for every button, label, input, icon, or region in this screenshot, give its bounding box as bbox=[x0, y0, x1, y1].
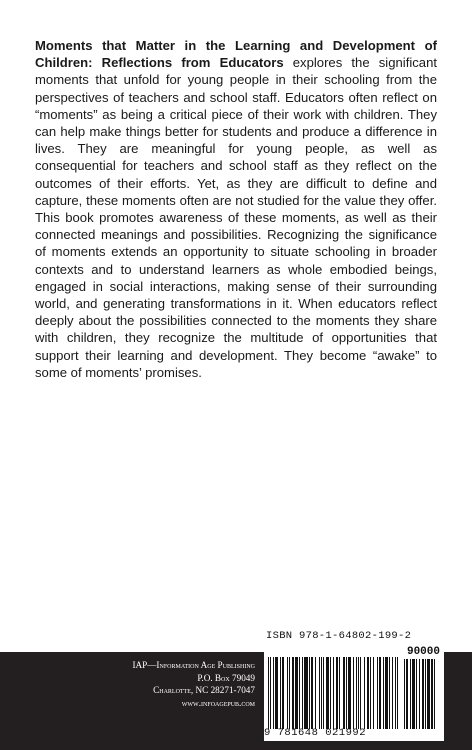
barcode-bar bbox=[304, 657, 308, 729]
barcode-bar bbox=[348, 657, 351, 729]
barcode-bar bbox=[364, 657, 365, 729]
barcode-bar bbox=[360, 657, 361, 729]
barcode-bar bbox=[311, 657, 313, 729]
barcode-bar bbox=[326, 657, 329, 729]
barcode-bar bbox=[422, 659, 424, 729]
barcode-bar bbox=[275, 657, 278, 729]
barcode-bar bbox=[330, 657, 331, 729]
barcode-bar bbox=[434, 659, 435, 729]
barcode-bar bbox=[270, 657, 271, 729]
barcode-bar bbox=[385, 657, 388, 729]
barcode-bar bbox=[353, 657, 354, 729]
barcode-bar bbox=[377, 657, 378, 729]
barcode-bar bbox=[273, 657, 274, 729]
publisher-website: www.infoagepub.com bbox=[181, 697, 255, 708]
barcode-bar bbox=[339, 657, 340, 729]
barcode-bar bbox=[356, 657, 357, 729]
barcode-bar bbox=[282, 657, 284, 729]
barcode-bar bbox=[280, 657, 281, 729]
barcode-bar bbox=[367, 657, 369, 729]
barcode-bar bbox=[323, 657, 324, 729]
publisher-city: Charlotte, NC 28271-7047 bbox=[153, 685, 255, 696]
barcode-bar bbox=[373, 657, 374, 729]
barcode-bar bbox=[292, 657, 294, 729]
barcode-bar bbox=[309, 657, 310, 729]
barcode-bar bbox=[268, 657, 269, 729]
barcode-bar bbox=[358, 657, 359, 729]
barcode-bar bbox=[287, 657, 288, 729]
barcode-bar bbox=[395, 657, 396, 729]
barcode-box bbox=[264, 629, 444, 741]
back-cover-blurb bbox=[35, 37, 437, 381]
barcode-bar bbox=[427, 659, 430, 729]
barcode-bar bbox=[346, 657, 347, 729]
barcode-bar bbox=[299, 657, 300, 729]
barcode-bar bbox=[410, 659, 411, 729]
barcode-bar bbox=[389, 657, 390, 729]
barcode-bar bbox=[425, 659, 426, 729]
barcode-bar bbox=[416, 659, 417, 729]
publisher-po-box: P.O. Box 79049 bbox=[197, 672, 255, 683]
isbn-text: ISBN 978-1-64802-199-2 bbox=[266, 630, 412, 642]
barcode-bar bbox=[383, 657, 384, 729]
barcode-bar bbox=[419, 659, 420, 729]
barcode-bar bbox=[412, 659, 415, 729]
barcode-bar bbox=[343, 657, 345, 729]
blurb-body: explores the significant moments that unfold for young people in their schooling from the perspectives of teachers and school staff. Educators often reflect on “moments” as being a critical piece of their work with children. They can help make things better for students and produce a difference in lives. They are meaningful for young people, as well as consequential for teachers and school staff as they reflect on the outcomes of their efforts. Yet, as they are difficult to define and capture, these moments often are not studied for the value they offer. This book promotes awareness of these moments, as well as their connected meanings and possibilities. Recognizing the significance of moments extends an opportunity to situate schooling in broader contexts and to understand learners as whole embodied beings, engaged in social interactions, making sense of their surrounding world, and generating transformations in it. When educators reflect deeply about the possibilities connected to the moments they share with children, they recognize the multitude of opportunities that support their learning and development. They become “awake” to some of moments’ promises. bbox=[35, 55, 437, 380]
barcode-bar bbox=[379, 657, 381, 729]
barcode-bar bbox=[319, 657, 320, 729]
barcode-bar bbox=[321, 657, 322, 729]
barcode-bar bbox=[336, 657, 338, 729]
barcode-bar bbox=[289, 657, 290, 729]
barcode-bar bbox=[392, 657, 393, 729]
ean-barcode-bars bbox=[268, 657, 400, 729]
barcode-bar bbox=[397, 657, 398, 729]
ean-digits: 9 781648 021992 bbox=[264, 727, 367, 739]
barcode-bar bbox=[302, 657, 303, 729]
price-barcode-bars bbox=[404, 659, 440, 729]
publisher-name: IAP—Information Age Publishing bbox=[132, 660, 255, 670]
publisher-address bbox=[132, 659, 255, 709]
barcode-bar bbox=[315, 657, 316, 729]
barcode-bar bbox=[431, 659, 433, 729]
barcode-bar bbox=[406, 659, 408, 729]
book-title: Moments that Matter in the Learning and Development of Children: Reflections from Educators bbox=[35, 38, 437, 71]
barcode-bar bbox=[333, 657, 334, 729]
price-code: 90000 bbox=[406, 646, 440, 658]
barcode-bar bbox=[370, 657, 371, 729]
barcode-bar bbox=[404, 659, 405, 729]
barcode-bar bbox=[295, 657, 298, 729]
